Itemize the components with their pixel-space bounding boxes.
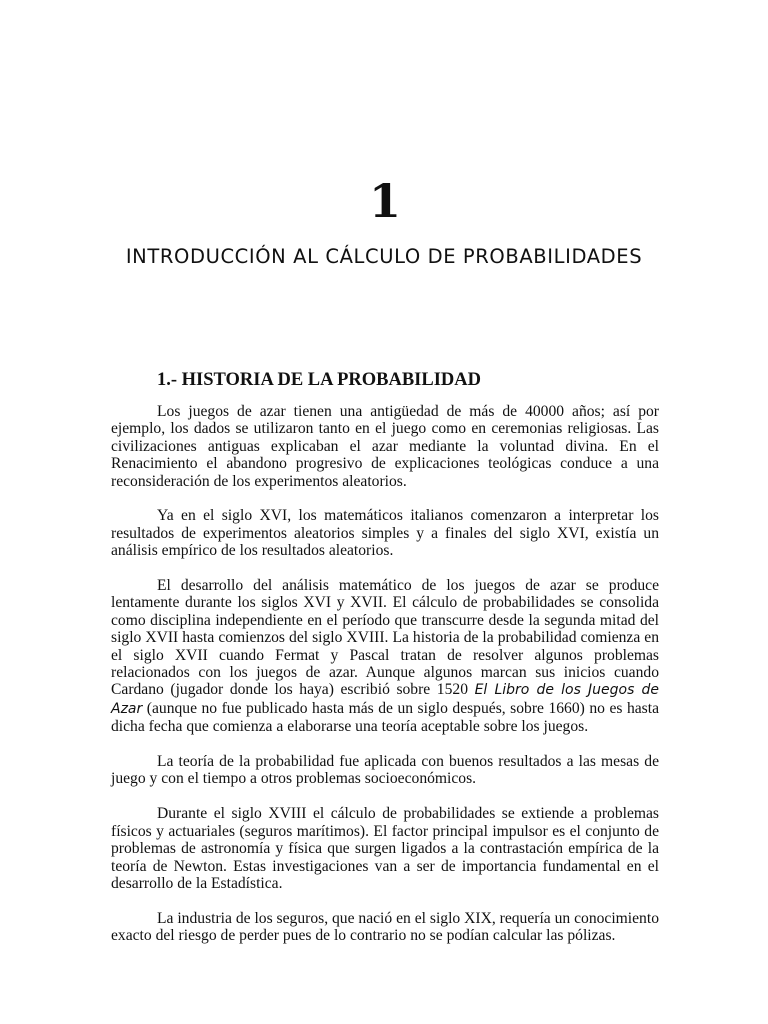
paragraph [111,577,659,736]
chapter-number: 1 [368,174,399,228]
paragraph-text: El desarrollo del análisis matemático de los juegos de azar se produce lentamente durante los siglos XVI y XVII. El cálculo de probabilidades se consolida como disciplina independiente en el período que transcurre desde la segunda mitad del siglo XVII hasta comienzos del siglo XVIII. La historia de la probabilidad comienza en el siglo XVII cuando Fermat y Pascal tratan de resolver algunos problemas relacionados con los juegos de azar. Aunque algunos marcan sus inicios cuando Cardano (jugador donde los haya) escribió sobre 1520 [111,577,659,699]
paragraph-text: (aunque no fue publicado hasta más de un siglo después, sobre 1660) no es hasta dicha fecha que comienza a elaborarse una teoría aceptable sobre los juegos. [111,699,659,736]
paragraph: Durante el siglo XVIII el cálculo de probabilidades se extiende a problemas físicos y actuariales (seguros marítimos). El factor principal impulsor es el conjunto de problemas de astronomía y física que surgen ligados a la contrastación empírica de la teoría de Newton. Estas investigaciones van a ser de importancia fundamental en el desarrollo de la Estadística. [111,805,659,892]
book-title: El Libro de los Juegos de Azar [111,682,659,717]
body-text [111,403,659,962]
chapter-title: INTRODUCCIÓN AL CÁLCULO DE PROBABILIDADES [125,245,643,268]
paragraph: Los juegos de azar tienen una antigüedad de más de 40000 años; así por ejemplo, los dados se utilizaron tanto en el juego como en ceremonias religiosas. Las civilizaciones antiguas explicaban el azar mediante la voluntad divina. En el Renacimiento el abandono progresivo de explicaciones teológicas conduce a una reconsideración de los experimentos aleatorios. [111,403,659,490]
paragraph: Ya en el siglo XVI, los matemáticos italianos comenzaron a interpretar los resultados de experimentos aleatorios simples y a finales del siglo XVI, existía un análisis empírico de los resultados aleatorios. [111,507,659,560]
section-heading: 1.- HISTORIA DE LA PROBABILIDAD [157,370,481,390]
paragraph: La teoría de la probabilidad fue aplicada con buenos resultados a las mesas de juego y con el tiempo a otros problemas socioeconómicos. [111,753,659,788]
paragraph: La industria de los seguros, que nació en el siglo XIX, requería un conocimiento exacto del riesgo de perder pues de lo contrario no se podían calcular las pólizas. [111,909,659,945]
